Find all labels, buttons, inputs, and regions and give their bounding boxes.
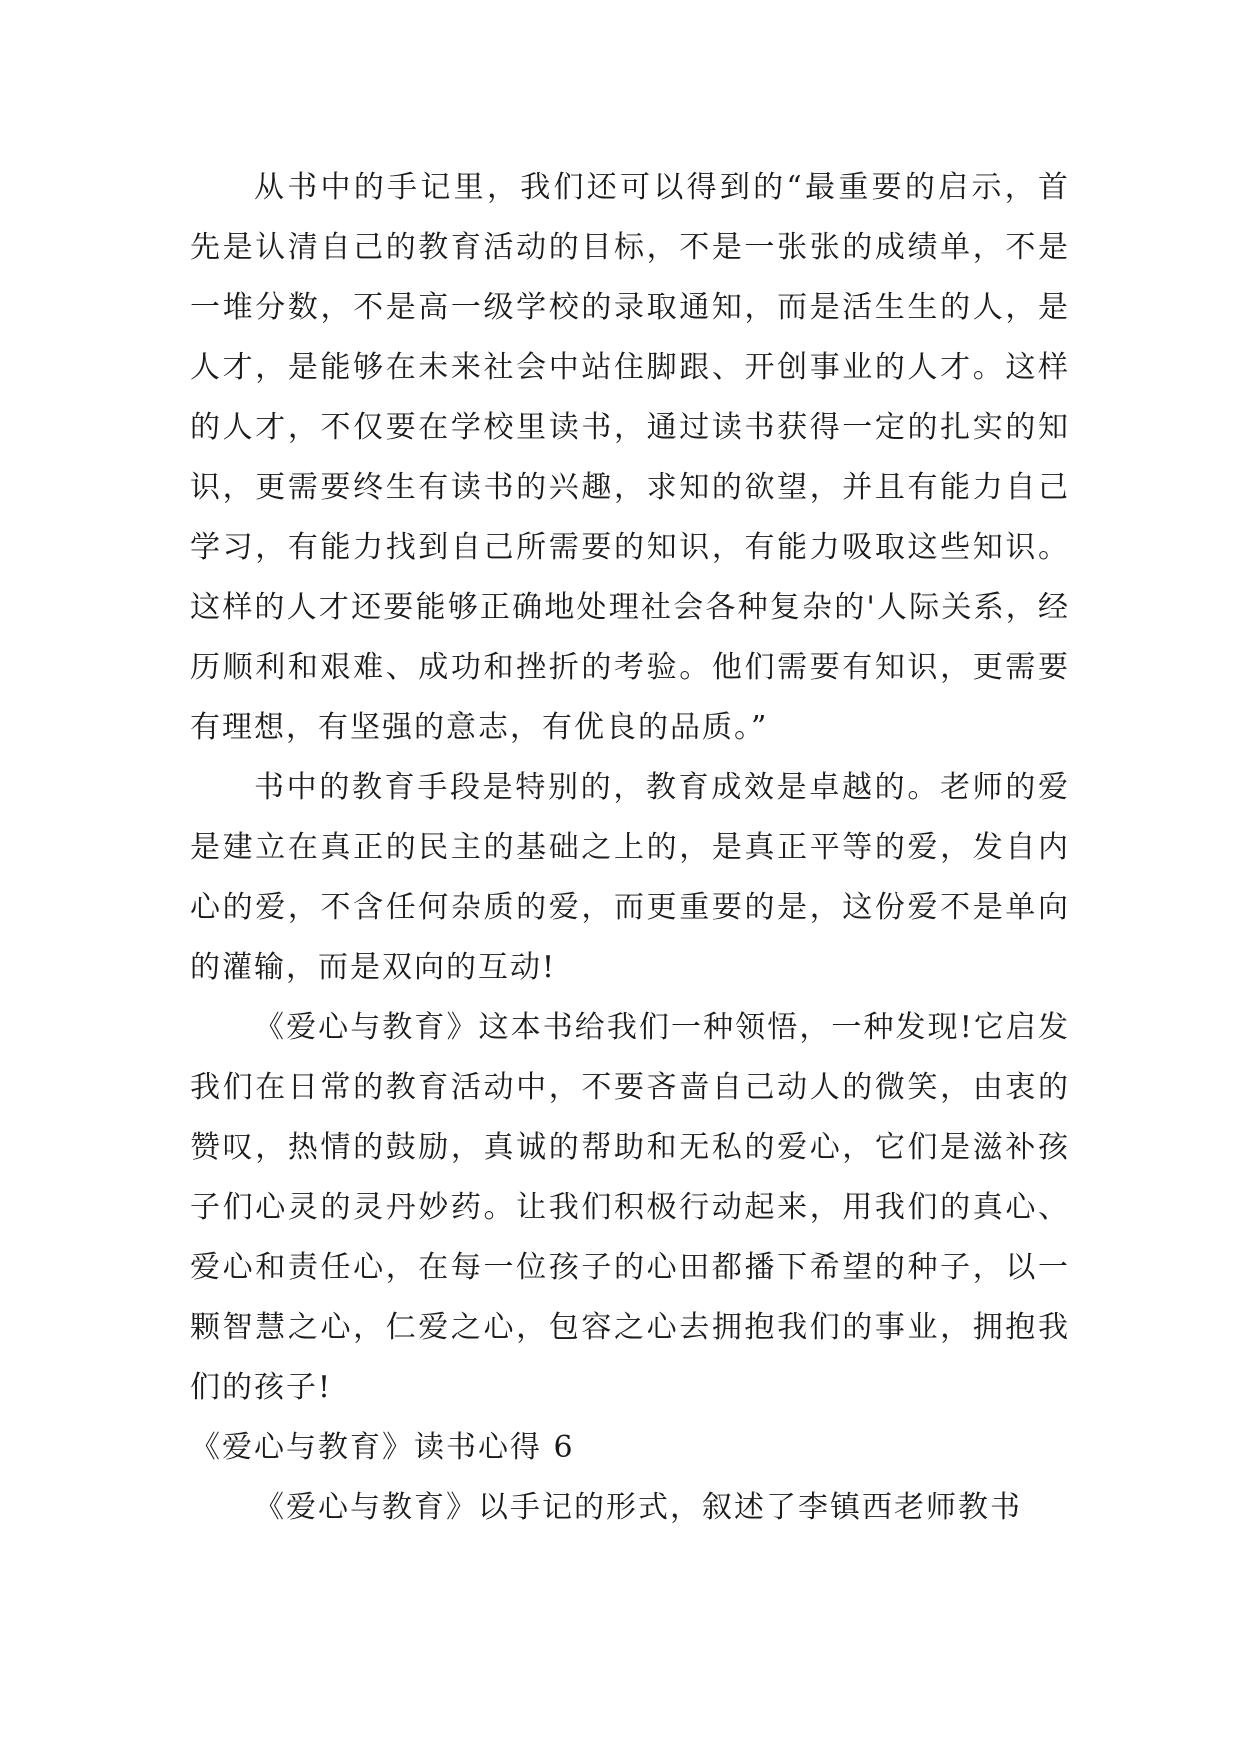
paragraph-4: 《爱心与教育》以手记的形式，叙述了李镇西老师教书 [254, 1490, 1022, 1525]
section-title: 《爱心与教育》读书心得 6 [190, 1430, 575, 1465]
document-body [190, 158, 1070, 1538]
paragraph-3: 《爱心与教育》这本书给我们一种领悟，一种发现!它启发我们在日常的教育活动中，不要吝啬自己动人的微笑，由衷的赞叹，热情的鼓励，真诚的帮助和无私的爱心，它们是滋补孩子们心灵的灵丹妙药。让我们积极行动起来，用我们的真心、爱心和责任心，在每一位孩子的心田都播下希望的种子，以一颗智慧之心，仁爱之心，包容之心去拥抱我们的事业，拥抱我们的孩子! [190, 1010, 1070, 1405]
paragraph-1: 从书中的手记里，我们还可以得到的“最重要的启示，首先是认清自己的教育活动的目标，不是一张张的成绩单，不是一堆分数，不是高一级学校的录取通知，而是活生生的人，是人才，是能够在未来社会中站住脚跟、开创事业的人才。这样的人才，不仅要在学校里读书，通过读书获得一定的扎实的知识，更需要终生有读书的兴趣，求知的欲望，并且有能力自己学习，有能力找到自己所需要的知识，有能力吸取这些知识。这样的人才还要能够正确地处理社会各种复杂的'人际关系，经历顺利和艰难、成功和挫折的考验。他们需要有知识，更需要有理想，有坚强的意志，有优良的品质。” [190, 170, 1070, 745]
paragraph-2: 书中的教育手段是特别的，教育成效是卓越的。老师的爱是建立在真正的民主的基础之上的，是真正平等的爱，发自内心的爱，不含任何杂质的爱，而更重要的是，这份爱不是单向的灌输，而是双向的互动! [190, 770, 1070, 985]
